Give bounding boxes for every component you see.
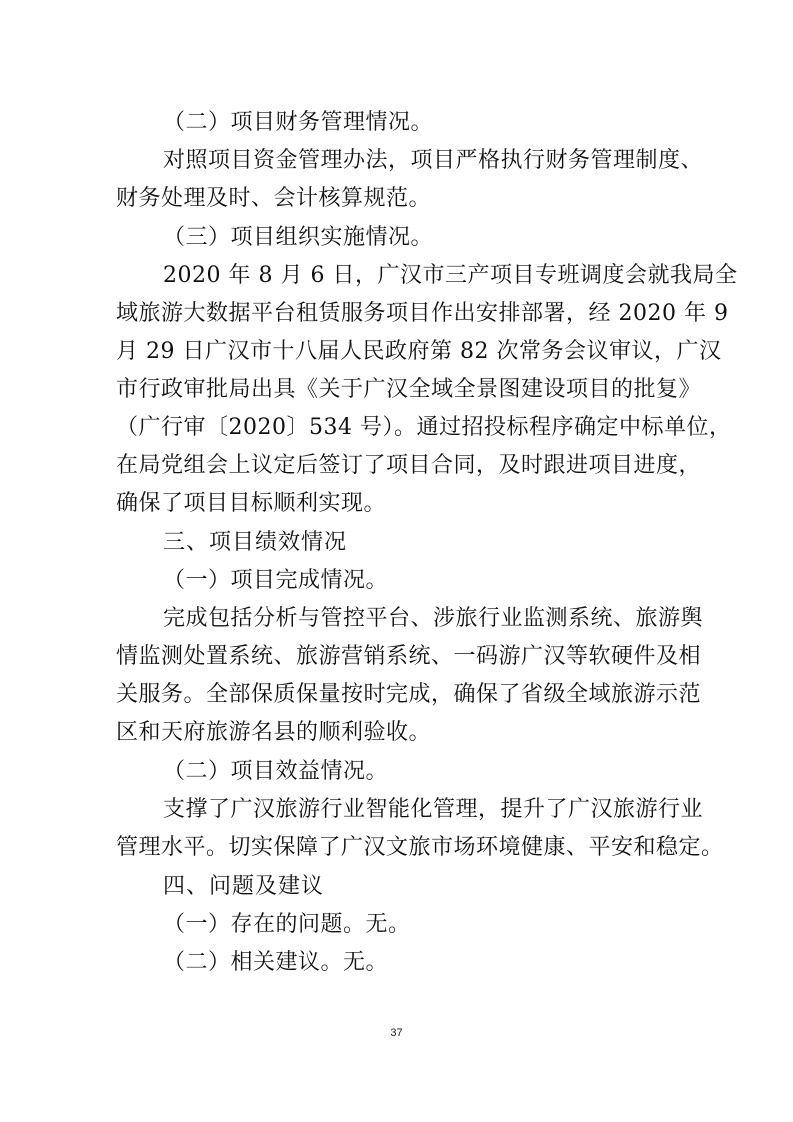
- paragraph-line: 在局党组会上议定后签订了项目合同，及时跟进项目进度，: [116, 453, 702, 478]
- paragraph-line: 支撑了广汉旅游行业智能化管理，提升了广汉旅游行业: [163, 797, 704, 822]
- subheading-organization-implementation: （三）项目组织实施情况。: [163, 225, 434, 250]
- paragraph-line: 情监测处置系统、旅游营销系统、一码游广汉等软硬件及相: [116, 644, 702, 669]
- paragraph-line: 关服务。全部保质保量按时完成，确保了省级全域旅游示范: [116, 682, 702, 707]
- paragraph-line: 完成包括分析与管控平台、涉旅行业监测系统、旅游舆: [163, 606, 704, 631]
- paragraph-line: 区和天府旅游名县的顺利验收。: [116, 720, 432, 745]
- page-number: 37: [390, 1027, 403, 1039]
- paragraph-line: 财务处理及时、会计核算规范。: [116, 186, 432, 211]
- paragraph-line: 确保了项目目标顺利实现。: [116, 491, 387, 516]
- subheading-existing-issues: （一）存在的问题。无。: [163, 912, 411, 937]
- paragraph-line: 域旅游大数据平台租赁服务项目作出安排部署，经 2020 年 9: [116, 301, 729, 326]
- paragraph-line: 月 29 日广汉市十八届人民政府第 82 次常务会议审议，广汉: [116, 339, 722, 364]
- paragraph-line: （广行审〔2020〕534 号）。通过招投标程序确定中标单位，: [116, 415, 732, 440]
- section-heading-performance: 三、项目绩效情况: [163, 530, 348, 555]
- subheading-benefits: （二）项目效益情况。: [163, 759, 389, 784]
- paragraph-line: 市行政审批局出具《关于广汉全域全景图建设项目的批复》: [116, 377, 702, 402]
- subheading-financial-management: （二）项目财务管理情况。: [163, 110, 434, 135]
- paragraph-line: 管理水平。切实保障了广汉文旅市场环境健康、平安和稳定。: [116, 835, 724, 860]
- subheading-related-suggestions: （二）相关建议。无。: [163, 950, 389, 975]
- subheading-completion: （一）项目完成情况。: [163, 568, 389, 593]
- paragraph-line: 对照项目资金管理办法，项目严格执行财务管理制度、: [163, 148, 704, 173]
- paragraph-line: 2020 年 8 月 6 日，广汉市三产项目专班调度会就我局全: [163, 263, 738, 288]
- section-heading-issues-suggestions: 四、问题及建议: [163, 874, 325, 899]
